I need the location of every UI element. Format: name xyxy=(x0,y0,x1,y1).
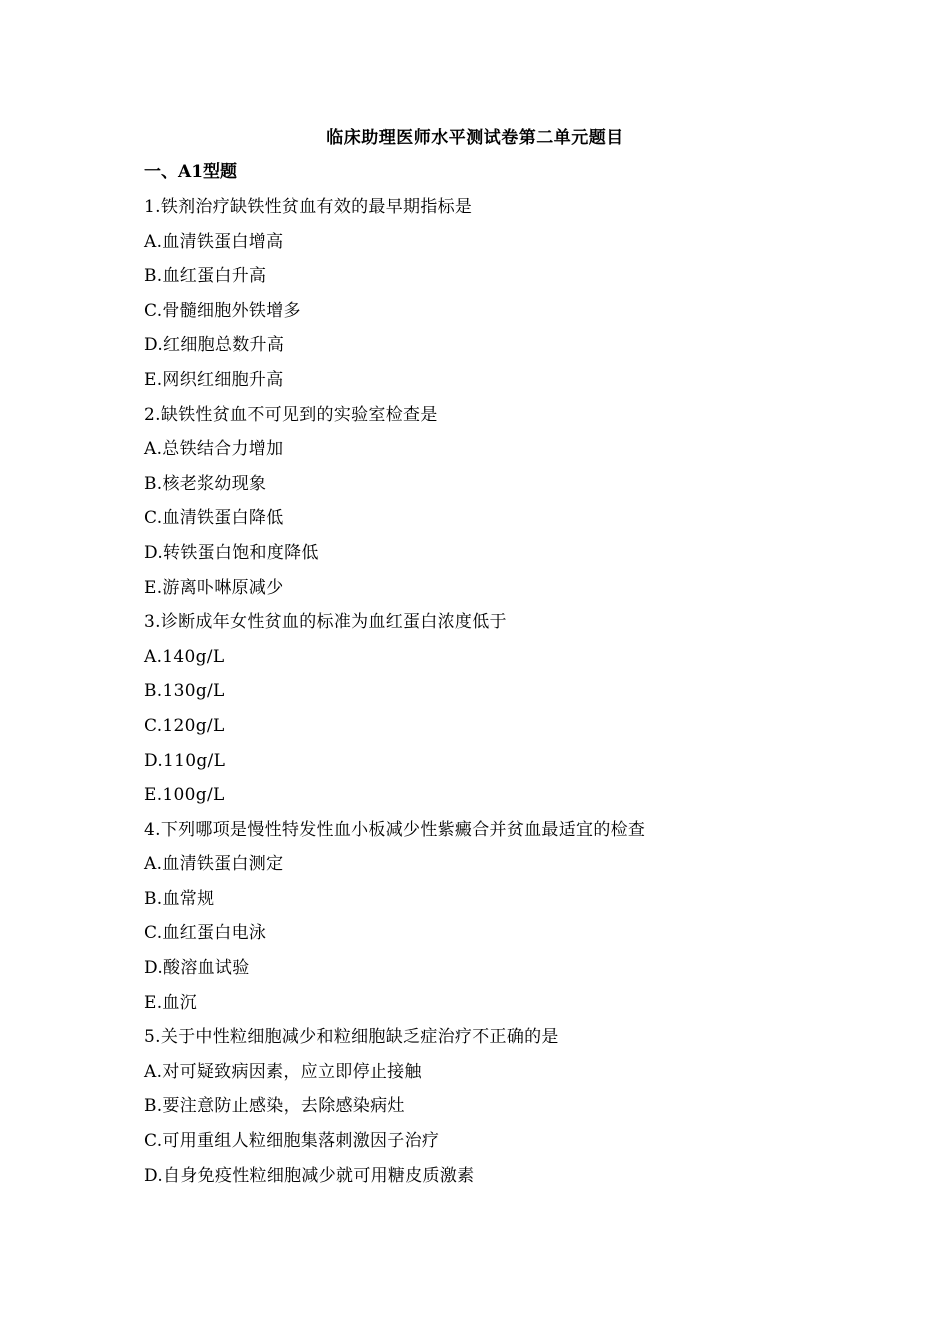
question-stem: 2.缺铁性贫血不可见到的实验室检查是 xyxy=(144,404,438,425)
question-option: A.血清铁蛋白增高 xyxy=(144,231,284,252)
section-heading: 一、A1型题 xyxy=(144,162,238,182)
question-option: D.转铁蛋白饱和度降低 xyxy=(144,542,319,563)
question-option: B.130g/L xyxy=(144,681,225,702)
question-option: C.血清铁蛋白降低 xyxy=(144,508,284,529)
question-stem: 4.下列哪项是慢性特发性血小板减少性紫癜合并贫血最适宜的检查 xyxy=(144,819,646,840)
question-option: E.网织红细胞升高 xyxy=(144,369,284,390)
question-option: A.血清铁蛋白测定 xyxy=(144,854,284,875)
question-option: D.红细胞总数升高 xyxy=(144,335,285,356)
question-option: C.120g/L xyxy=(144,715,225,736)
question-stem: 5.关于中性粒细胞减少和粒细胞缺乏症治疗不正确的是 xyxy=(144,1027,559,1048)
question-option: C.可用重组人粒细胞集落刺激因子治疗 xyxy=(144,1131,440,1152)
question-option: C.骨髓细胞外铁增多 xyxy=(144,300,301,321)
question-option: A.总铁结合力增加 xyxy=(144,439,284,460)
question-option: B.血常规 xyxy=(144,888,215,909)
question-option: B.核老浆幼现象 xyxy=(144,473,267,494)
question-option: A.对可疑致病因素，应立即停止接触 xyxy=(144,1061,422,1082)
question-option: D.110g/L xyxy=(144,750,226,771)
question-option: C.血红蛋白电泳 xyxy=(144,923,267,944)
question-stem: 3.诊断成年女性贫血的标准为血红蛋白浓度低于 xyxy=(144,612,507,633)
document-title: 临床助理医师水平测试卷第二单元题目 xyxy=(326,128,624,148)
question-option: D.自身免疫性粒细胞减少就可用糖皮质激素 xyxy=(144,1165,475,1186)
question-option: E.100g/L xyxy=(144,785,225,806)
question-option: A.140g/L xyxy=(144,646,225,667)
question-option: B.血红蛋白升高 xyxy=(144,266,267,287)
question-option: E.游离卟啉原减少 xyxy=(144,577,284,598)
question-option: B.要注意防止感染，去除感染病灶 xyxy=(144,1096,405,1117)
question-option: E.血沉 xyxy=(144,992,198,1013)
question-option: D.酸溶血试验 xyxy=(144,958,250,979)
question-stem: 1.铁剂治疗缺铁性贫血有效的最早期指标是 xyxy=(144,197,473,217)
question-list xyxy=(144,193,844,1196)
